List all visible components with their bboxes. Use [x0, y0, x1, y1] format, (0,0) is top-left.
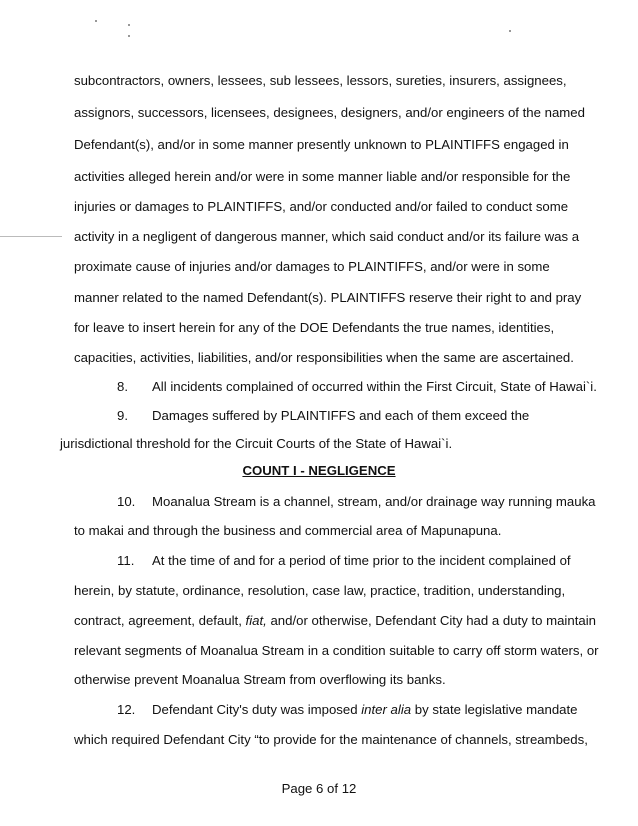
paragraph-number: 12.	[117, 702, 136, 717]
body-line: which required Defendant City “to provide for the maintenance of channels, streambeds,	[74, 732, 588, 747]
paragraph-text: All incidents complained of occurred within the First Circuit, State of Hawai`i.	[152, 379, 597, 394]
text-run: contract, agreement, default,	[74, 613, 246, 628]
text-run: by state legislative mandate	[411, 702, 578, 717]
body-line: jurisdictional threshold for the Circuit Courts of the State of Hawai`i.	[60, 436, 453, 451]
body-line	[74, 613, 596, 629]
body-line: capacities, activities, liabilities, and/or responsibilities when the same are ascertained.	[74, 350, 574, 365]
scan-speck	[509, 30, 511, 32]
paragraph-number: 10.	[117, 494, 136, 509]
body-line: activity in a negligent of dangerous manner, which said conduct and/or its failure was a	[74, 229, 580, 244]
scan-mark	[0, 236, 62, 237]
body-line: assignors, successors, licensees, designees, designers, and/or engineers of the named	[74, 105, 585, 120]
paragraph-text: Damages suffered by PLAINTIFFS and each of them exceed the	[152, 408, 530, 423]
body-line: manner related to the named Defendant(s). PLAINTIFFS reserve their right to and pray	[74, 290, 582, 305]
paragraph-text	[152, 702, 578, 718]
scan-speck	[128, 24, 130, 26]
paragraph-text: Moanalua Stream is a channel, stream, and/or drainage way running mauka	[152, 494, 596, 509]
body-line: relevant segments of Moanalua Stream in a condition suitable to carry off storm waters, or	[74, 643, 599, 658]
page-number: Page 6 of 12	[281, 781, 357, 796]
body-line: for leave to insert herein for any of the DOE Defendants the true names, identities,	[74, 320, 555, 335]
text-run: Defendant City's duty was imposed	[152, 702, 362, 717]
section-heading: COUNT I - NEGLIGENCE	[242, 463, 396, 478]
paragraph-text: At the time of and for a period of time prior to the incident complained of	[152, 553, 571, 568]
body-line: herein, by statute, ordinance, resolution, case law, practice, tradition, understanding,	[74, 583, 566, 598]
scan-speck	[128, 35, 130, 37]
paragraph-number: 11.	[117, 553, 135, 568]
body-line: proximate cause of injuries and/or damages to PLAINTIFFS, and/or were in some	[74, 259, 550, 274]
paragraph-number: 8.	[117, 379, 128, 394]
body-line: otherwise prevent Moanalua Stream from overflowing its banks.	[74, 672, 446, 687]
body-line: Defendant(s), and/or in some manner presently unknown to PLAINTIFFS engaged in	[74, 137, 569, 152]
body-line: injuries or damages to PLAINTIFFS, and/or conducted and/or failed to conduct some	[74, 199, 569, 214]
scan-speck	[95, 20, 97, 22]
text-run: and/or otherwise, Defendant City had a duty to maintain	[266, 613, 596, 628]
paragraph-number: 9.	[117, 408, 128, 423]
italic-term: fiat,	[245, 613, 267, 628]
body-line: to makai and through the business and commercial area of Mapunapuna.	[74, 523, 502, 538]
body-line: activities alleged herein and/or were in some manner liable and/or responsible for the	[74, 169, 571, 184]
italic-term: inter alia	[361, 702, 412, 717]
body-line: subcontractors, owners, lessees, sub lessees, lessors, sureties, insurers, assignees,	[74, 73, 567, 88]
